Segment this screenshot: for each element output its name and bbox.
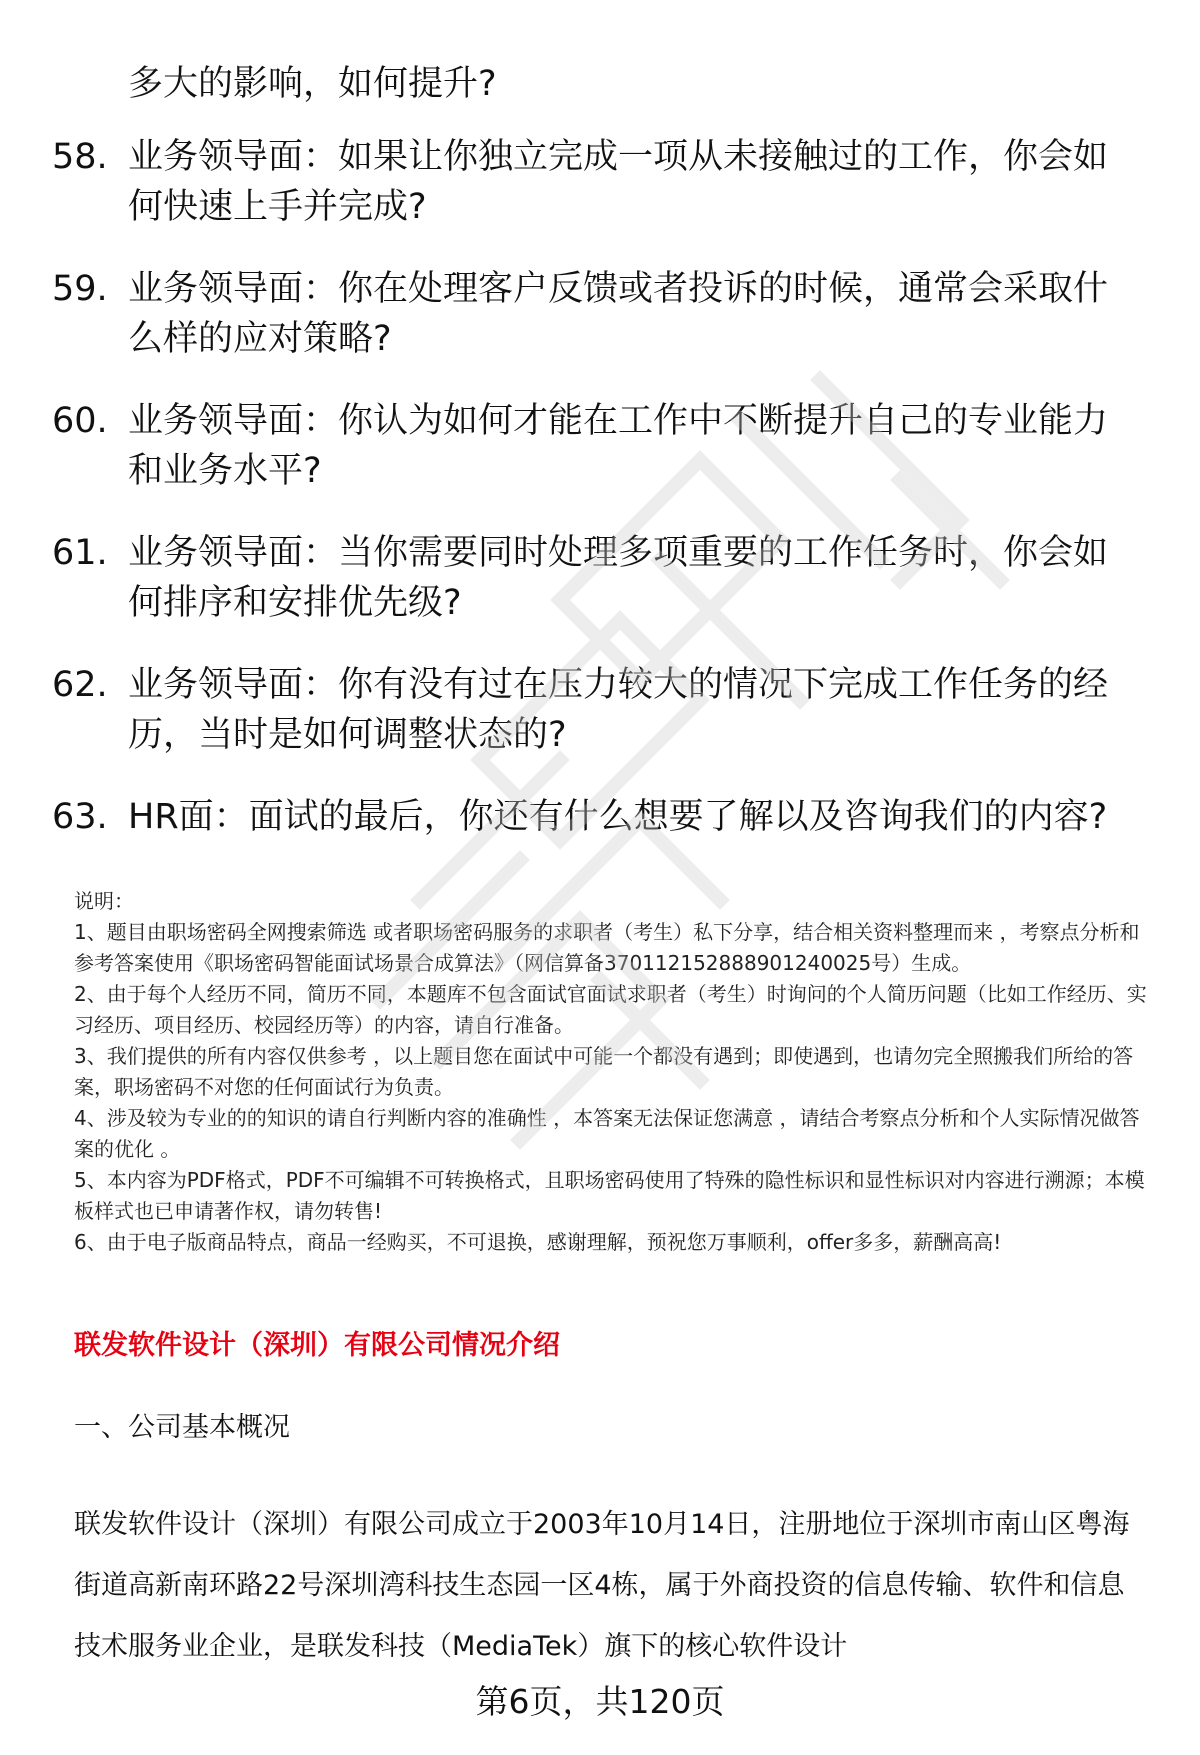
question-item (0, 528, 1200, 628)
company-intro-paragraph: 联发软件设计（深圳）有限公司成立于2003年10月14日，注册地位于深圳市南山区粤海街道高新南环路22号深圳湾科技生态园一区4栋，属于外商投资的信息传输、软件和信息技术服务业企业，是联发科技（MediaTek）旗下的核心软件设计 (74, 1509, 1130, 1662)
note-item: 3、我们提供的所有内容仅供参考 ，以上题目您在面试中可能一个都没有遇到；即使遇到，也请勿完全照搬我们所给的答案，职场密码不对您的任何面试行为负责。 (74, 1044, 1134, 1099)
note-item: 5、本内容为PDF格式，PDF不可编辑不可转换格式，且职场密码使用了特殊的隐性标识和显性标识对内容进行溯源；本模板样式也已申请著作权，请勿转售! (74, 1168, 1145, 1223)
question-text: 业务领导面：你有没有过在压力较大的情况下完成工作任务的经历，当时是如何调整状态的? (128, 665, 1109, 755)
question-item (0, 792, 1200, 842)
question-number: 62. (52, 665, 108, 705)
question-item (0, 132, 1200, 232)
question-number: 58. (52, 137, 108, 177)
sub-heading: 一、公司基本概况 (74, 1412, 290, 1443)
question-number: 60. (52, 401, 108, 441)
question-number: 63. (52, 797, 108, 837)
page-footer: 第6页，共120页 (475, 1682, 725, 1721)
notes-title: 说明： (74, 889, 134, 913)
note-item: 4、涉及较为专业的的知识的请自行判断内容的准确性 ，本答案无法保证您满意 ，请结合考察点分析和个人实际情况做答案的优化 。 (74, 1106, 1140, 1161)
section-title: 联发软件设计（深圳）有限公司情况介绍 (74, 1330, 560, 1361)
question-number: 59. (52, 269, 108, 309)
question-list (0, 132, 1200, 874)
note-item: 2、由于每个人经历不同，简历不同，本题库不包含面试官面试求职者（考生）时询问的个人简历问题（比如工作经历、实习经历、项目经历、校园经历等）的内容，请自行准备。 (74, 982, 1147, 1037)
note-item: 1、题目由职场密码全网搜索筛选 或者职场密码服务的求职者（考生）私下分享，结合相关资料整理而来 ，考察点分析和参考答案使用《职场密码智能面试场景合成算法》（网信算备370112152888901240025号）生成。 (74, 920, 1140, 975)
question-item (0, 264, 1200, 364)
question-text: 业务领导面：你在处理客户反馈或者投诉的时候，通常会采取什么样的应对策略? (128, 269, 1109, 359)
question-text: 业务领导面：你认为如何才能在工作中不断提升自己的专业能力和业务水平? (128, 401, 1109, 491)
question-continuation: 多大的影响，如何提升? (128, 64, 497, 104)
question-number: 61. (52, 533, 108, 573)
question-text: HR面：面试的最后，你还有什么想要了解以及咨询我们的内容? (128, 797, 1108, 837)
question-text: 业务领导面：当你需要同时处理多项重要的工作任务时，你会如何排序和安排优先级? (128, 533, 1109, 623)
question-item (0, 660, 1200, 760)
note-item: 6、由于电子版商品特点，商品一经购买，不可退换，感谢理解，预祝您万事顺利，offer多多，薪酬高高! (74, 1230, 1002, 1254)
question-text: 业务领导面：如果让你独立完成一项从未接触过的工作，你会如何快速上手并完成? (128, 137, 1109, 227)
notes-section (74, 886, 1154, 1258)
question-item (0, 396, 1200, 496)
